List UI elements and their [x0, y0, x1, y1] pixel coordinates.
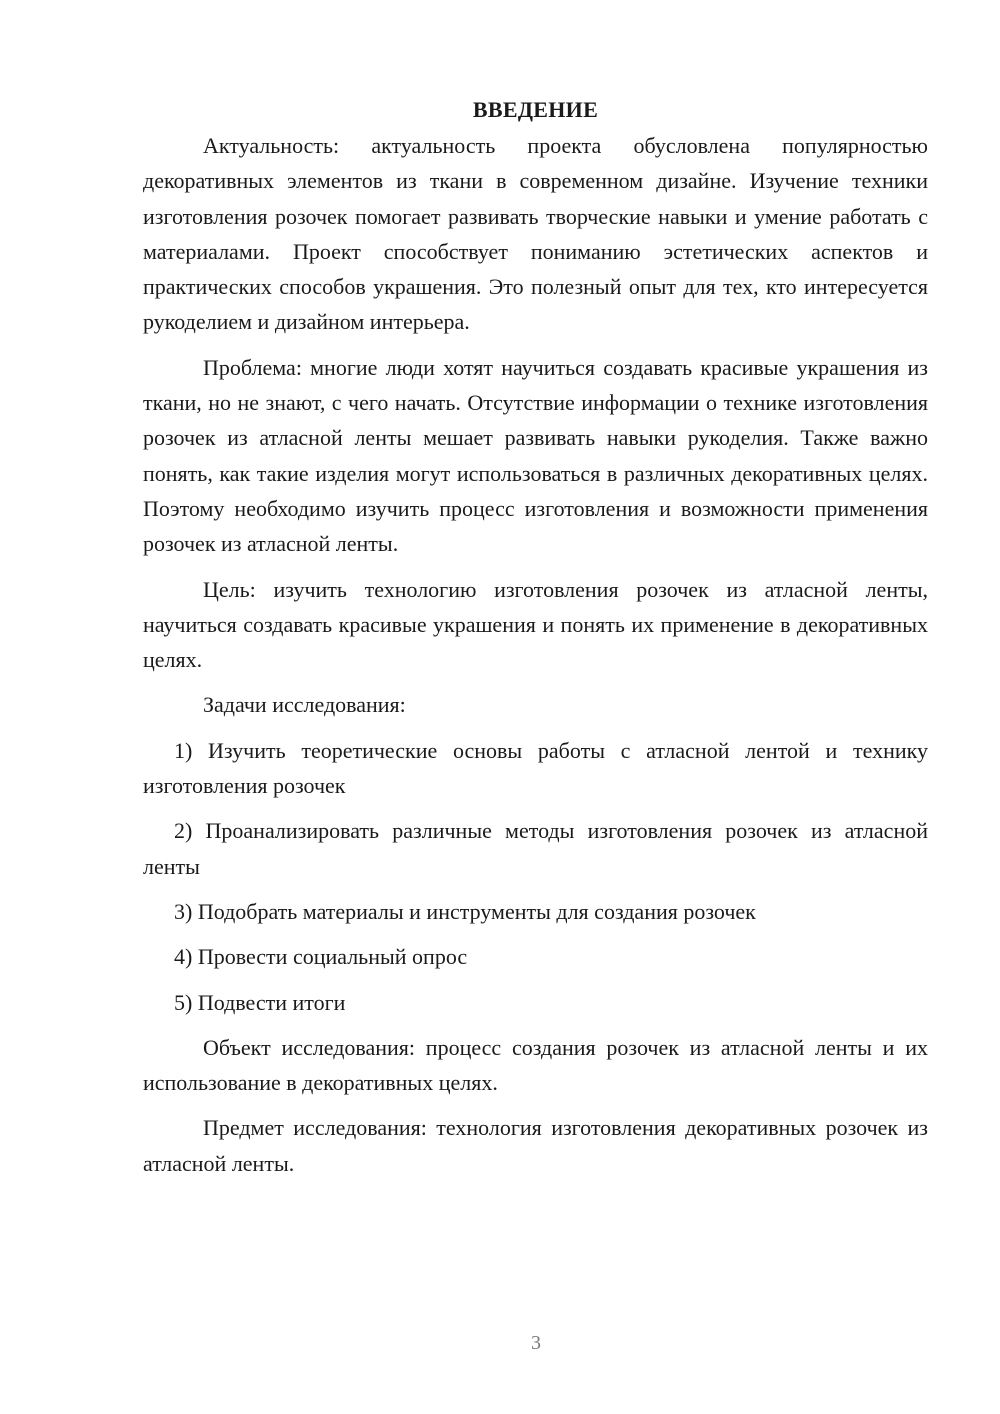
goal-paragraph: Цель: изучить технологию изготовления розочек из атласной ленты, научиться создавать красивые украшения и понять их применение в декоративных целях.	[143, 576, 928, 673]
object-paragraph: Объект исследования: процесс создания розочек из атласной ленты и их использование в декоративных целях.	[143, 1034, 928, 1096]
document-page	[143, 92, 928, 1191]
task-item-4: 4) Провести социальный опрос	[174, 944, 468, 970]
page-number: 3	[531, 1332, 541, 1354]
task-item-2: 2) Проанализировать различные методы изготовления розочек из атласной ленты	[143, 818, 928, 879]
problem-paragraph: Проблема: многие люди хотят научиться создавать красивые украшения из ткани, но не знают, с чего начать. Отсутствие информации о технике изготовления розочек из атласной ленты мешает развивать навыки рукоделия. Также важно понять, как такие изделия могут использоваться в различных декоративных целях. Поэтому необходимо изучить процесс изготовления и возможности применения розочек из атласной ленты.	[143, 354, 928, 557]
task-item-3: 3) Подобрать материалы и инструменты для создания розочек	[174, 898, 756, 924]
task-item-5: 5) Подвести итоги	[174, 989, 346, 1015]
relevance-paragraph: Актуальность: актуальность проекта обусловлена популярностью декоративных элементов из ткани в современном дизайне. Изучение техники изготовления розочек помогает развивать творческие навыки и умение работать с материалами. Проект способствует пониманию эстетических аспектов и практических способов украшения. Это полезный опыт для тех, кто интересуется рукоделием и дизайном интерьера.	[143, 133, 928, 335]
task-item-1: 1) Изучить теоретические основы работы с атласной лентой и технику изготовления розочек	[143, 737, 928, 799]
tasks-heading: Задачи исследования:	[203, 692, 406, 718]
page-title: ВВЕДЕНИЕ	[472, 97, 599, 122]
subject-paragraph: Предмет исследования: технология изготовления декоративных розочек из атласной ленты.	[143, 1115, 928, 1176]
